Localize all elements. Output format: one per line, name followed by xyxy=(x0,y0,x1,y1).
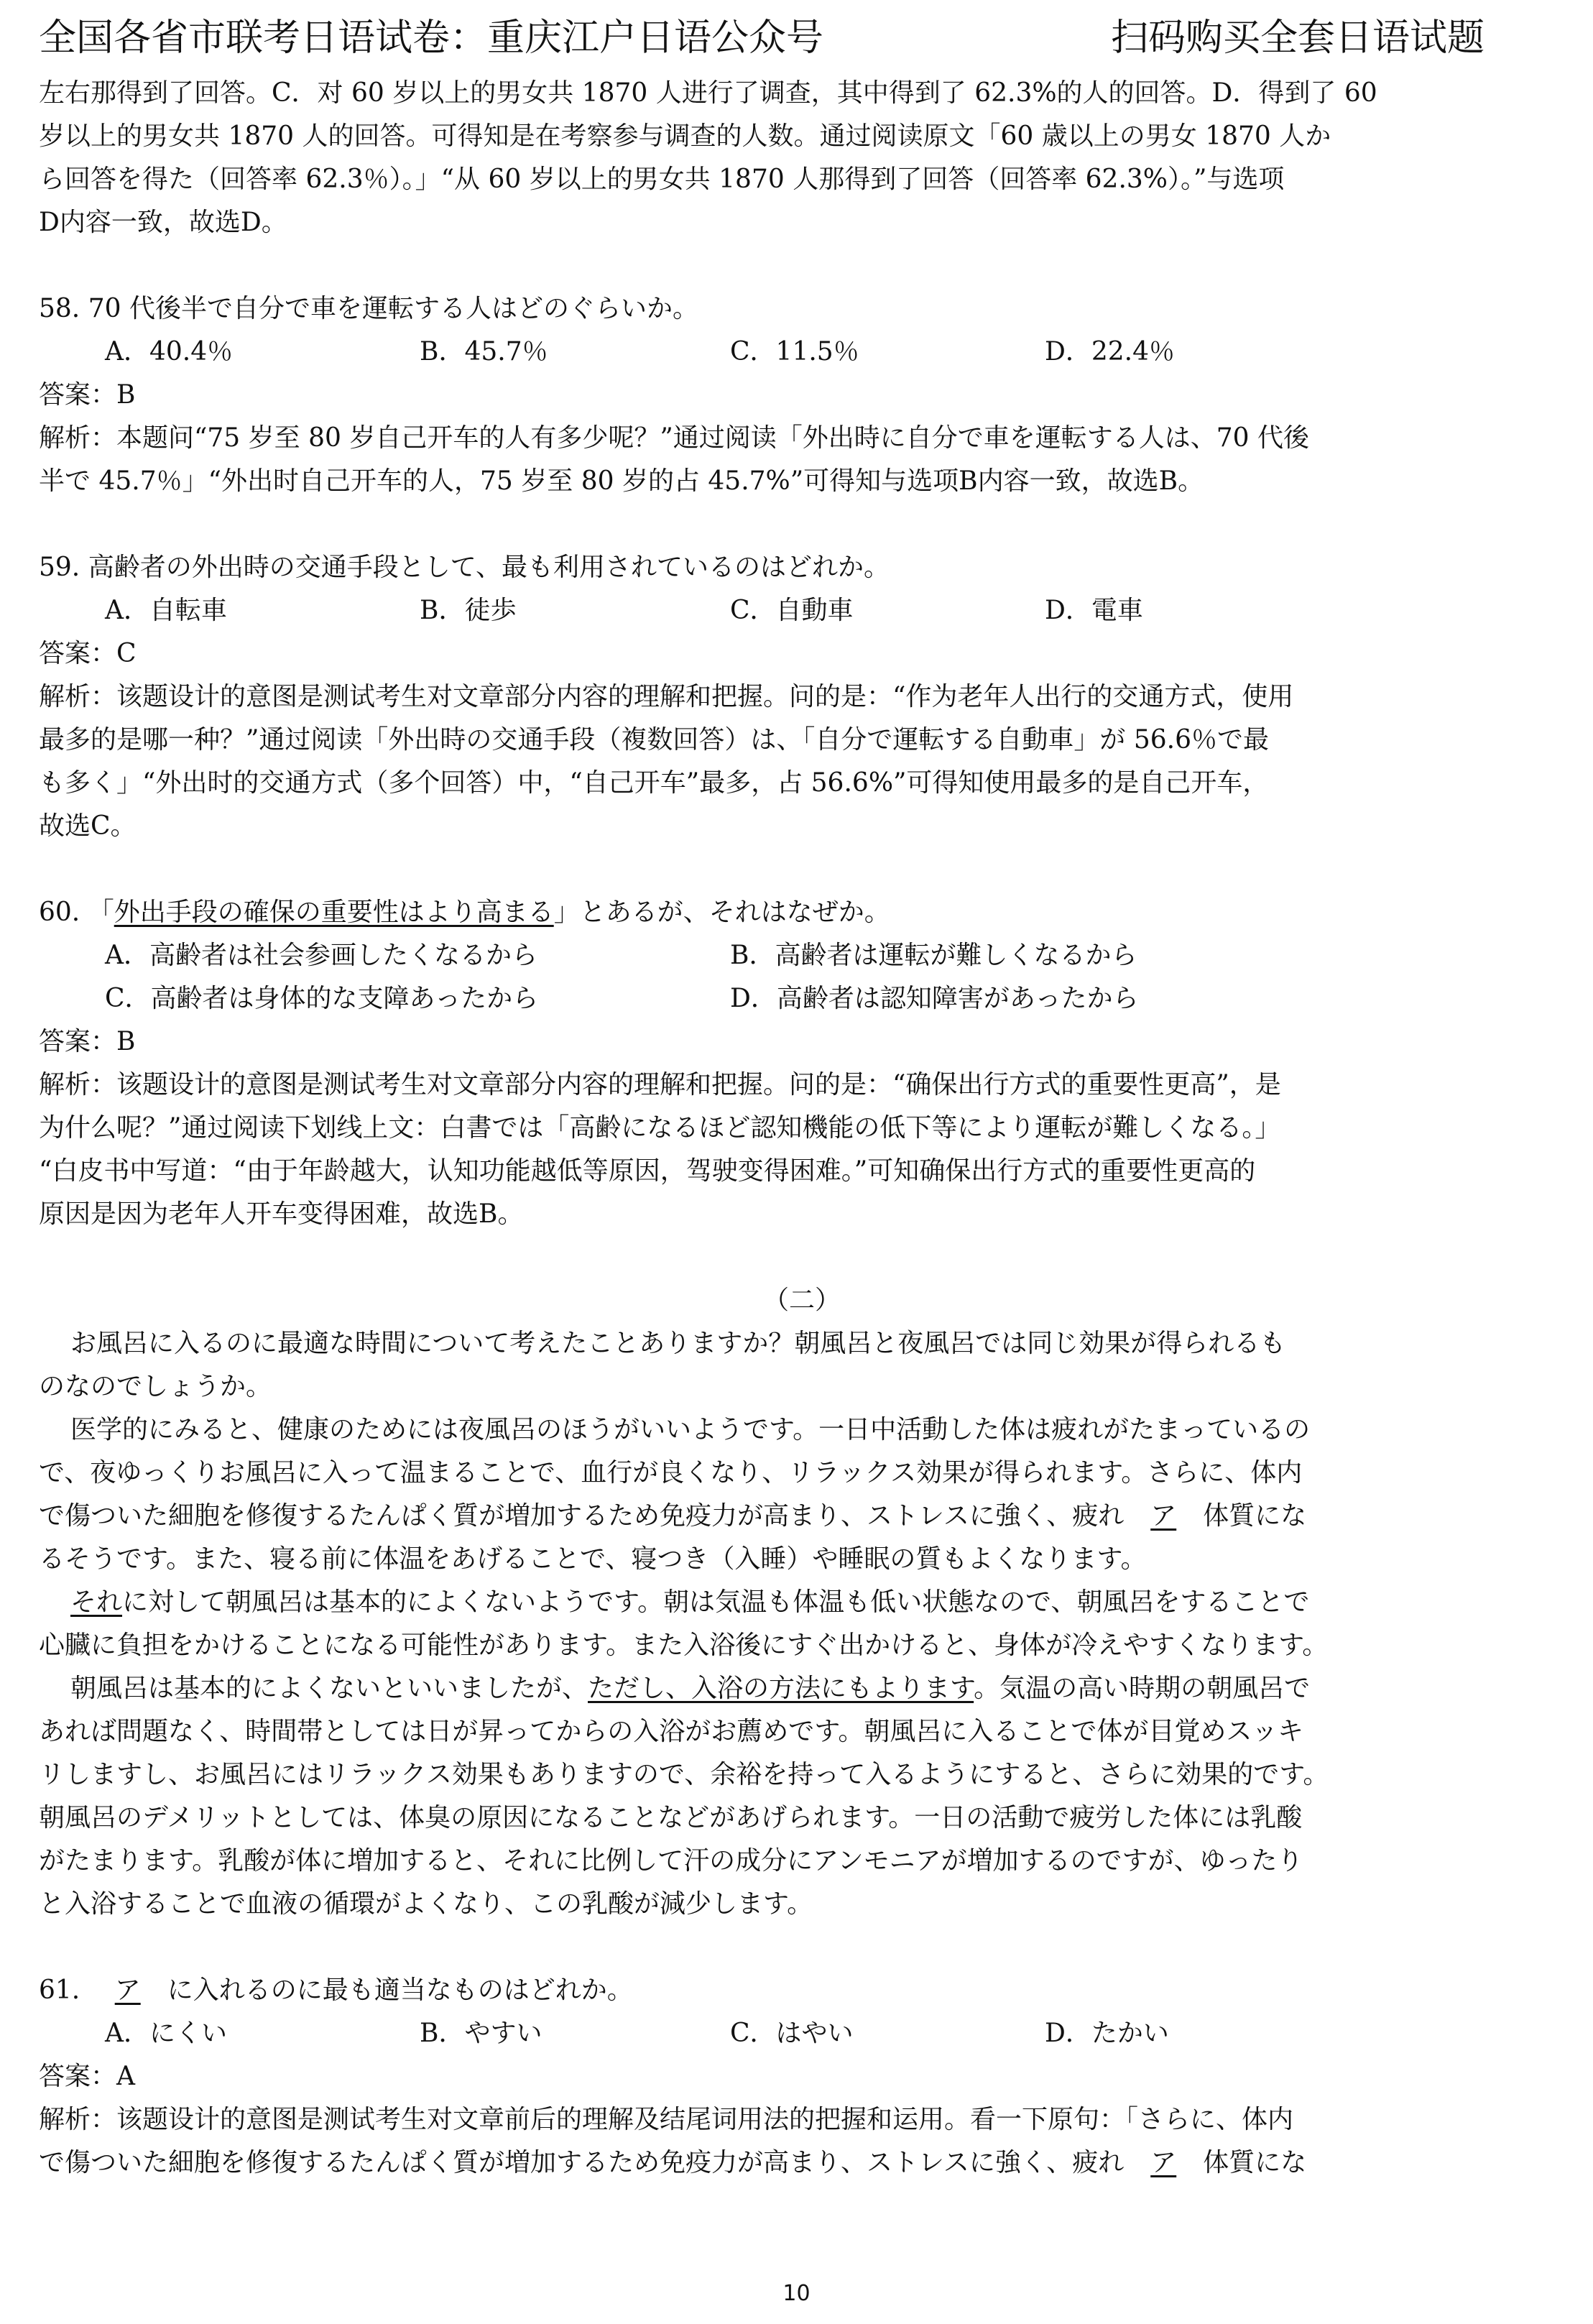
header-right-title: 扫码购买全套日语试题 xyxy=(1111,17,1485,60)
q59-options xyxy=(39,589,1565,632)
passage-p3-underlined: それ xyxy=(70,1587,123,1617)
q60-analysis-1: 解析：该题设计的意图是测试考生对文章部分内容的理解和把握。问的是：“确保出行方式的重要性更高”，是 xyxy=(39,1070,1281,1099)
q61-number: 61. xyxy=(39,1975,88,2005)
document-body xyxy=(39,72,1565,2185)
intro-line-1: 左右那得到了回答。C．对 60 岁以上的男女共 1870 人进行了调查，其中得到了 62.3%的人的回答。D．得到了 60 xyxy=(39,78,1377,108)
q58-option-c: C．11.5％ xyxy=(730,337,859,366)
passage-p4-underlined: ただし、入浴の方法にもよります xyxy=(588,1674,974,1703)
blank-a: ア xyxy=(1150,1501,1177,1531)
q61-options xyxy=(39,2012,1565,2055)
q60-option-b: B．高齢者は運転が難しくなるから xyxy=(730,941,1137,970)
q61-blank: ア xyxy=(114,1975,141,2005)
q60-question xyxy=(39,891,1565,934)
spacer xyxy=(39,1236,1565,1279)
page-header xyxy=(33,7,1571,69)
q58-option-a: A．40.4％ xyxy=(105,337,234,366)
intro-line-4: D内容一致，故选D。 xyxy=(39,208,287,237)
header-left-title: 全国各省市联考日语试卷：重庆江户日语公众号 xyxy=(39,17,824,60)
q61-question-rest: に入れるのに最も適当なものはどれか。 xyxy=(167,1975,633,2005)
q58-options xyxy=(39,331,1565,374)
q60-underlined-phrase: 外出手段の確保の重要性はより高まる xyxy=(114,898,554,927)
q61-analysis-2 xyxy=(39,2141,1565,2185)
q59-option-a: A．自転車 xyxy=(105,596,227,625)
q60-question-rest: 」とあるが、それはなぜか。 xyxy=(553,898,890,927)
spacer xyxy=(39,1926,1565,1969)
q61-question xyxy=(39,1969,1565,2012)
intro-line-2: 岁以上的男女共 1870 人的回答。可得知是在考察参与调查的人数。通过阅读原文「60 歳以上の男女 1870 人か xyxy=(39,121,1331,151)
spacer xyxy=(39,848,1565,891)
q60-answer: 答案：B xyxy=(39,1027,136,1056)
q61-analysis-blank: ア xyxy=(1150,2148,1177,2177)
passage-p4-line-2: あれば問題なく、時間帯としては日が昇ってからの入浴がお薦めです。朝風呂に入ることで体が目覚めスッキ xyxy=(39,1717,1304,1746)
q61-answer: 答案：A xyxy=(39,2062,135,2091)
passage-p4-line-6: と入浴することで血液の循環がよくなり、この乳酸が減少します。 xyxy=(39,1889,813,1919)
passage-p3-line-2: 心臓に負担をかけることになる可能性があります。また入浴後にすぐ出かけると、身体が冷えやすくなります。 xyxy=(39,1631,1329,1660)
spacer xyxy=(39,244,1565,287)
q60-option-c: C．高齢者は身体的な支障あったから xyxy=(105,984,539,1013)
q59-analysis-3: も多く」“外出时的交通方式（多个回答）中，“自己开车”最多，占 56.6%”可得知使用最多的是自己开车， xyxy=(39,768,1269,798)
q60-options-row-1 xyxy=(39,934,1565,977)
q61-option-a: A．にくい xyxy=(105,2019,227,2048)
q60-option-a: A．高齢者は社会参画したくなるから xyxy=(105,941,537,970)
q58-option-d: D．22.4％ xyxy=(1045,337,1176,366)
q58-option-b: B．45.7％ xyxy=(420,337,548,366)
q58-answer: 答案：B xyxy=(39,380,136,410)
q58-analysis-2: 半で 45.7％」“外出时自己开车的人，75 岁至 80 岁的占 45.7%”可得知与选项B内容一致，故选B。 xyxy=(39,466,1204,496)
q60-number: 60. 「 xyxy=(39,898,114,927)
q58-question: 58. 70 代後半で自分で車を運転する人はどのぐらいか。 xyxy=(39,294,698,323)
passage-p2-line-4: るそうです。また、寝る前に体温をあげることで、寝つき（入睡）や睡眠の質もよくなります。 xyxy=(39,1544,1147,1574)
passage-p2-line-3 xyxy=(39,1495,1565,1538)
section-heading: （二） xyxy=(762,1286,841,1315)
passage-p2-line-1: 医学的にみると、健康のためには夜風呂のほうがいいようです。一日中活動した体は疲れがたまっているの xyxy=(70,1415,1311,1444)
passage-p2-line-3-end: 体質にな xyxy=(1203,1501,1307,1531)
passage-p3-line-1 xyxy=(39,1581,1565,1624)
q61-analysis-1: 解析：该题设计的意图是测试考生对文章前后的理解及结尾词用法的把握和运用。看一下原句：「さらに、体内 xyxy=(39,2105,1294,2134)
q58-analysis-1: 解析：本题问“75 岁至 80 岁自己开车的人有多少呢？”通过阅读「外出時に自分で車を運転する人は、70 代後 xyxy=(39,423,1310,453)
spacer xyxy=(39,503,1565,546)
q59-analysis-1: 解析：该题设计的意图是测试考生对文章部分内容的理解和把握。问的是：“作为老年人出行的交通方式，使用 xyxy=(39,682,1294,711)
passage-p2-line-3-start: で傷ついた細胞を修復するたんぱく質が増加するため免疫力が高まり、ストレスに強く、疲れ xyxy=(39,1501,1125,1531)
q61-option-c: C．はやい xyxy=(730,2019,854,2048)
q59-option-d: D．電車 xyxy=(1045,596,1143,625)
q61-option-d: D．たかい xyxy=(1045,2019,1169,2048)
passage-p1-line-2: のなのでしょうか。 xyxy=(39,1372,272,1401)
q59-option-b: B．徒歩 xyxy=(420,596,517,625)
q61-option-b: B．やすい xyxy=(420,2019,542,2048)
passage-p1-line-1: お風呂に入るのに最適な時間について考えたことありますか？朝風呂と夜風呂では同じ効果が得られるも xyxy=(70,1329,1286,1358)
passage-p4-end: 。気温の高い時期の朝風呂で xyxy=(974,1674,1311,1703)
intro-line-3: ら回答を得た（回答率 62.3％）。」“从 60 岁以上的男女共 1870 人那得到了回答（回答率 62.3%）。”与选项 xyxy=(39,165,1285,194)
q59-analysis-2: 最多的是哪一种？”通过阅读「外出時の交通手段（複数回答）は、「自分で運転する自動車」が 56.6％で最 xyxy=(39,725,1270,755)
passage-p4-line-5: がたまります。乳酸が体に増加すると、それに比例して汗の成分にアンモニアが増加するのですが、ゆったり xyxy=(39,1846,1303,1876)
q60-analysis-3: “白皮书中写道：“由于年龄越大，认知功能越低等原因，驾驶变得困难。”可知确保出行方式的重要性更高的 xyxy=(39,1156,1256,1186)
passage-p4-start: 朝風呂は基本的によくないといいましたが、 xyxy=(70,1674,588,1703)
q59-analysis-4: 故选C。 xyxy=(39,811,137,841)
q60-analysis-2: 为什么呢？”通过阅读下划线上文：白書では「高齢になるほど認知機能の低下等により運転が難しくなる。」 xyxy=(39,1113,1281,1143)
q60-options-row-2 xyxy=(39,977,1565,1020)
passage-p4-line-3: リしますし、お風呂にはリラックス効果もありますので、余裕を持って入るようにすると、さらに効果的です。 xyxy=(39,1760,1329,1789)
passage-p4-line-4: 朝風呂のデメリットとしては、体臭の原因になることなどがあげられます。一日の活動で疲労した体には乳酸 xyxy=(39,1803,1303,1832)
q60-option-d: D．高齢者は認知障害があったから xyxy=(730,984,1139,1013)
q59-answer: 答案：C xyxy=(39,639,137,668)
page-number: 10 xyxy=(782,2281,811,2306)
q60-analysis-4: 原因是因为老年人开车变得困难，故选B。 xyxy=(39,1199,524,1229)
passage-p3-line-1-rest: に対して朝風呂は基本的によくないようです。朝は気温も体温も低い状態なので、朝風呂をすることで xyxy=(122,1587,1310,1617)
q61-analysis-2-end: 体質にな xyxy=(1203,2148,1307,2177)
q59-option-c: C．自動車 xyxy=(730,596,854,625)
passage-p2-line-2: で、夜ゆっくりお風呂に入って温まることで、血行が良くなり、リラックス効果が得られます。さらに、体内 xyxy=(39,1458,1303,1488)
q59-question: 59. 高齢者の外出時の交通手段として、最も利用されているのはどれか。 xyxy=(39,553,890,582)
passage-p4-line-1 xyxy=(39,1667,1565,1710)
q61-analysis-2-start: で傷ついた細胞を修復するたんぱく質が増加するため免疫力が高まり、ストレスに強く、疲れ xyxy=(39,2148,1125,2177)
